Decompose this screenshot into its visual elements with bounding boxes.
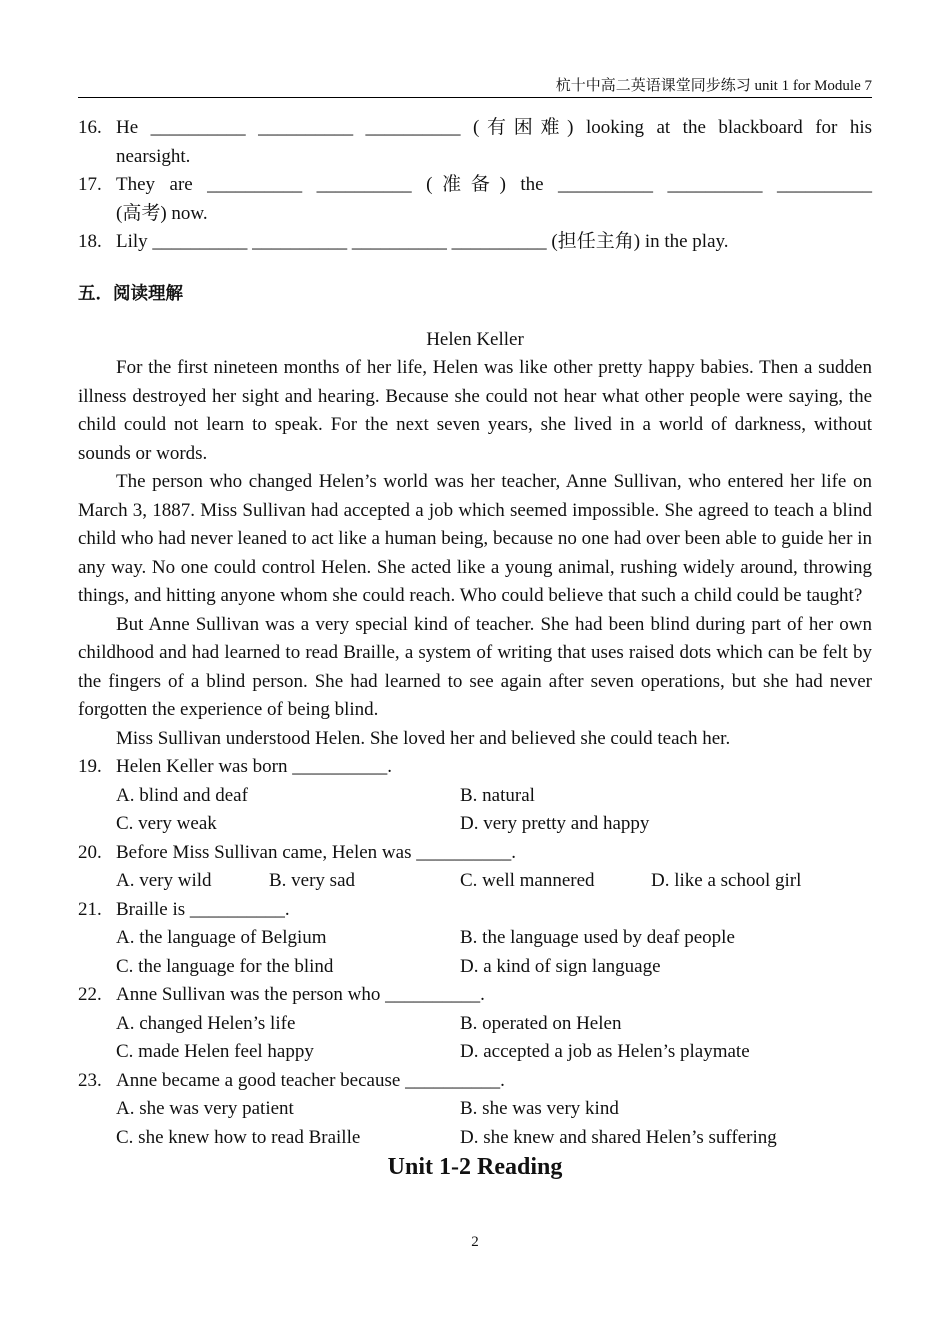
- option-b: B. very sad: [269, 870, 356, 891]
- question-number: 18.: [78, 231, 102, 252]
- options-row: [78, 924, 872, 953]
- question-number: 22.: [78, 984, 102, 1005]
- option-c: C. the language for the blind: [116, 955, 334, 977]
- options-row: [78, 953, 872, 982]
- question-number: 16.: [78, 117, 102, 138]
- passage-paragraph: Miss Sullivan understood Helen. She loved her and believed she could teach her.: [116, 727, 731, 749]
- question-stem: Helen Keller was born __________.: [116, 756, 392, 777]
- option-a: A. very wild: [116, 870, 212, 891]
- option-b: B. the language used by deaf people: [460, 927, 735, 948]
- option-a: A. the language of Belgium: [116, 927, 327, 948]
- question-number: 19.: [78, 756, 102, 777]
- option-b: B. natural: [460, 784, 535, 806]
- option-d: D. a kind of sign language: [460, 955, 661, 977]
- option-d: D. very pretty and happy: [460, 813, 650, 834]
- question-stem: Braille is __________.: [116, 898, 290, 920]
- option-b: B. she was very kind: [460, 1098, 619, 1119]
- passage-title: Helen Keller: [426, 328, 524, 350]
- passage-paragraph: For the first nineteen months of her life, Helen was like other pretty happy babies. Then a sudden illness destroyed her sight and hearing. Because she could not hear what other people were saying, the child could not learn to speak. For the next seven years, she lived in a world of darkness, without sounds or words.: [78, 357, 872, 464]
- question-stem: Before Miss Sullivan came, Helen was __________.: [116, 841, 516, 863]
- question-text: They are __________ __________ (准备) the __________ __________ __________: [116, 174, 872, 195]
- options-row: [78, 810, 872, 839]
- question-text: Lily __________ __________ __________ __________ (担任主角) in the play.: [116, 231, 729, 252]
- option-d: D. she knew and shared Helen’s suffering: [460, 1126, 777, 1148]
- question-stem: Anne Sullivan was the person who __________.: [116, 984, 485, 1005]
- options-row: [78, 782, 872, 811]
- question-text-cont: (高考) now.: [116, 202, 208, 224]
- unit-heading: Unit 1-2 Reading: [387, 1154, 563, 1180]
- option-a: A. blind and deaf: [116, 784, 248, 806]
- passage-paragraph: The person who changed Helen’s world was her teacher, Anne Sullivan, who entered her life on March 3, 1887. Miss Sullivan had accepted a job which seemed impossible. She agreed to teach a blind child who had never leaned to act like a human being, because no one had over been able to guide her in any way. No one could control Helen. She acted like a young animal, rushing widely around, throwing things, and hitting anyone whom she could reach. Who could believe that such a child could be taught?: [78, 471, 872, 606]
- option-c: C. well mannered: [460, 870, 595, 891]
- question-number: 23.: [78, 1069, 102, 1091]
- question-stem: Anne became a good teacher because __________.: [116, 1069, 505, 1091]
- options-row: [78, 1010, 872, 1039]
- question-22: [78, 981, 872, 1010]
- section-title: 五．阅读理解: [78, 283, 183, 304]
- page-header: 杭十中高二英语课堂同步练习 unit 1 for Module 7: [78, 76, 872, 98]
- question-number: 21.: [78, 898, 102, 920]
- option-d: D. like a school girl: [651, 870, 802, 891]
- options-row: [78, 1095, 872, 1124]
- options-row: [78, 1038, 872, 1067]
- page-number: 2: [471, 1234, 479, 1250]
- option-c: C. made Helen feel happy: [116, 1041, 314, 1062]
- option-a: A. changed Helen’s life: [116, 1012, 296, 1034]
- question-21: [78, 896, 872, 925]
- option-a: A. she was very patient: [116, 1098, 294, 1119]
- option-d: D. accepted a job as Helen’s playmate: [460, 1041, 750, 1062]
- question-17: [78, 171, 872, 228]
- question-16: [78, 114, 872, 171]
- option-c: C. she knew how to read Braille: [116, 1126, 361, 1148]
- question-text: He __________ __________ __________ (有困难) looking at the blackboard for his: [116, 117, 872, 138]
- question-23: [78, 1067, 872, 1096]
- question-number: 17.: [78, 174, 102, 195]
- question-text-cont: nearsight.: [116, 145, 191, 167]
- page-content: [78, 114, 872, 1182]
- options-row: [78, 1124, 872, 1153]
- question-19: [78, 753, 872, 782]
- question-18: [78, 228, 872, 257]
- question-20: [78, 839, 872, 868]
- option-c: C. very weak: [116, 813, 217, 834]
- options-row: [78, 867, 872, 896]
- passage-paragraph: But Anne Sullivan was a very special kind of teacher. She had been blind during part of her own childhood and had learned to read Braille, a system of writing that uses raised dots which can be felt by the fingers of a blind person. She had learned to see again after seven operations, but she had never forgotten the experience of being blind.: [78, 613, 872, 720]
- option-b: B. operated on Helen: [460, 1012, 622, 1034]
- question-number: 20.: [78, 841, 102, 863]
